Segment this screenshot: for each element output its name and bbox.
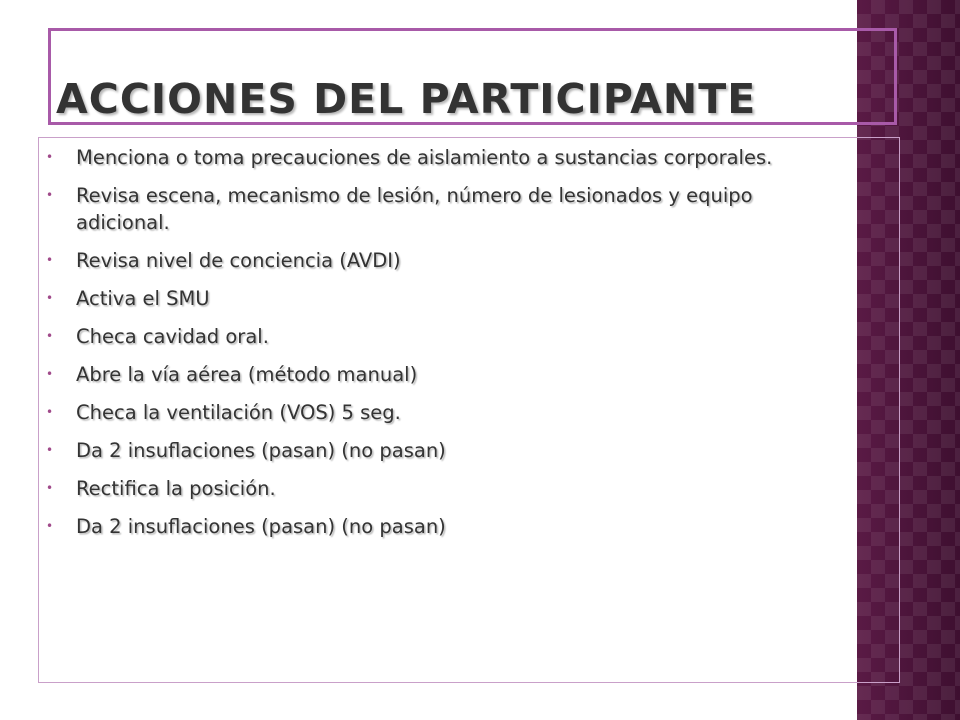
bullet-text: Revisa nivel de conciencia (AVDI) [76, 249, 401, 272]
bullet-text: Checa la ventilación (VOS) 5 seg. [76, 401, 401, 424]
bullet-dot-icon: • [46, 367, 54, 381]
bullet-item [44, 144, 834, 171]
bullet-dot-icon: • [46, 481, 54, 495]
bullet-dot-icon: • [46, 519, 54, 533]
bullet-dot-icon: • [46, 150, 54, 164]
bullet-text: Activa el SMU [76, 287, 210, 310]
bullet-list [44, 144, 834, 551]
bullet-item [44, 437, 834, 464]
bullet-item [44, 182, 834, 236]
bullet-text: Da 2 insuflaciones (pasan) (no pasan) [76, 439, 446, 462]
bullet-text: Abre la vía aérea (método manual) [76, 363, 418, 386]
bullet-text: Rectifica la posición. [76, 477, 276, 500]
bullet-dot-icon: • [46, 443, 54, 457]
bullet-item [44, 475, 834, 502]
bullet-item [44, 247, 834, 274]
bullet-text: Menciona o toma precauciones de aislamiento a sustancias corporales. [76, 146, 773, 169]
bullet-text: Da 2 insuflaciones (pasan) (no pasan) [76, 515, 446, 538]
bullet-item [44, 361, 834, 388]
bullet-dot-icon: • [46, 253, 54, 267]
bullet-dot-icon: • [46, 188, 54, 202]
bullet-item [44, 399, 834, 426]
bullet-text: Checa cavidad oral. [76, 325, 269, 348]
bullet-dot-icon: • [46, 405, 54, 419]
bullet-item [44, 285, 834, 312]
bullet-item [44, 323, 834, 350]
slide-title: ACCIONES DEL PARTICIPANTE [56, 75, 757, 123]
bullet-dot-icon: • [46, 291, 54, 305]
bullet-dot-icon: • [46, 329, 54, 343]
bullet-text: Revisa escena, mecanismo de lesión, número de lesionados y equipo adicional. [76, 184, 753, 234]
bullet-item [44, 513, 834, 540]
